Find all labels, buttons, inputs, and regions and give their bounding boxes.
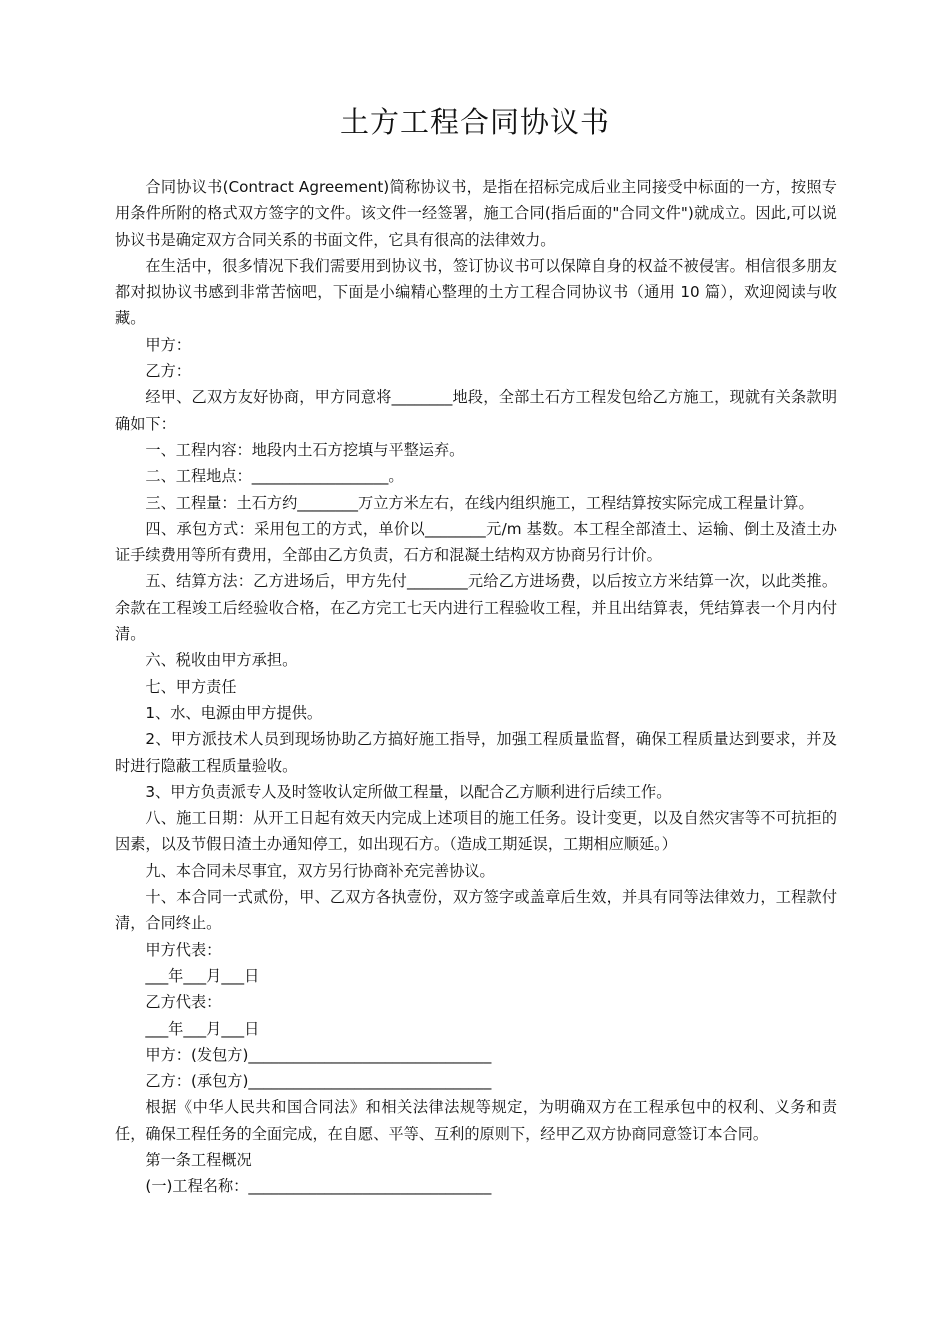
clause-7-item-3: 3、甲方负责派专人及时签收认定所做工程量，以配合乙方顺利进行后续工作。 (145, 782, 672, 801)
clause-7-item-2: 2、甲方派技术人员到现场协助乙方搞好施工指导，加强工程质量监督，确保工程质量达到要求，并及时进行隐蔽工程质量验收。 (115, 730, 837, 775)
paragraph-legal-basis: 根据《中华人民共和国合同法》和相关法律法规等规定，为明确双方在工程承包中的权利、义务和责任，确保工程任务的全面完成，在自愿、平等、互利的原则下，经甲乙双方协商同意签订本合同。 (115, 1098, 837, 1143)
project-name-line: (一)工程名称：________________________________ (145, 1177, 492, 1196)
party-a-line: 甲方： (145, 335, 191, 354)
clause-3-quantity: 三、工程量：土石方约________万立方米左右，在线内组织施工，工程结算按实际完成工程量计算。 (145, 493, 814, 512)
clause-1-content: 一、工程内容：地段内土石方挖填与平整运弃。 (145, 440, 465, 459)
party-b-line: 乙方： (145, 362, 191, 381)
article-1-heading: 第一条工程概况 (145, 1150, 252, 1169)
party-b-representative: 乙方代表： (145, 993, 222, 1012)
clause-5-settlement: 五、结算方法：乙方进场后，甲方先付________元给乙方进场费，以后按立方米结算一次，以此类推。余款在工程竣工后经验收合格，在乙方完工七天内进行工程验收工程，并且出结算表，凭结算表一个月内付清。 (115, 572, 837, 644)
party-a-date: ___年___月___日 (145, 966, 260, 985)
clause-6-tax: 六、税收由甲方承担。 (145, 651, 298, 670)
clause-7-item-1: 1、水、电源由甲方提供。 (145, 703, 323, 722)
clause-7-heading: 七、甲方责任 (145, 677, 237, 696)
paragraph-intro: 合同协议书(Contract Agreement)简称协议书，是指在招标完成后业主同接受中标面的一方，按照专用条件所附的格式双方签字的文件。该文件一经签署，施工合同(指后面的"合同文件")就成立。因此,可以说协议书是确定双方合同关系的书面文件，它具有很高的法律效力。 (115, 178, 837, 249)
document-body (115, 174, 837, 1200)
clause-4-contract-method: 四、承包方式：采用包工的方式，单价以________元/m 基数。本工程全部渣土、运输、倒土及渣土办证手续费用等所有费用，全部由乙方负责，石方和混凝土结构双方协商另行计价。 (115, 519, 837, 565)
paragraph-preface: 在生活中，很多情况下我们需要用到协议书，签订协议书可以保障自身的权益不被侵害。相信很多朋友都对拟协议书感到非常苦恼吧，下面是小编精心整理的土方工程合同协议书（通用 10 篇），欢迎阅读与收藏。 (115, 256, 837, 328)
party-a-representative: 甲方代表： (145, 940, 222, 959)
clause-10-copies: 十、本合同一式贰份，甲、乙双方各执壹份，双方签字或盖章后生效，并具有同等法律效力，工程款付清，合同终止。 (115, 888, 837, 933)
party-b-contractor-line: 乙方：(承包方)________________________________ (145, 1072, 492, 1091)
clause-8-schedule: 八、施工日期：从开工日起有效天内完成上述项目的施工任务。设计变更，以及自然灾害等不可抗拒的因素，以及节假日渣土办通知停工，如出现石方。（造成工期延误，工期相应顺延。） (115, 809, 837, 854)
party-b-date: ___年___月___日 (145, 1019, 260, 1038)
clause-9-supplement: 九、本合同未尽事宜，双方另行协商补充完善协议。 (145, 861, 495, 880)
paragraph-agreement: 经甲、乙双方友好协商，甲方同意将________地段，全部土石方工程发包给乙方施工，现就有关条款明确如下： (115, 388, 837, 433)
party-a-employer-line: 甲方：(发包方)________________________________ (145, 1045, 492, 1064)
document-title: 土方工程合同协议书 (339, 105, 610, 139)
clause-2-location: 二、工程地点：__________________。 (145, 467, 404, 486)
